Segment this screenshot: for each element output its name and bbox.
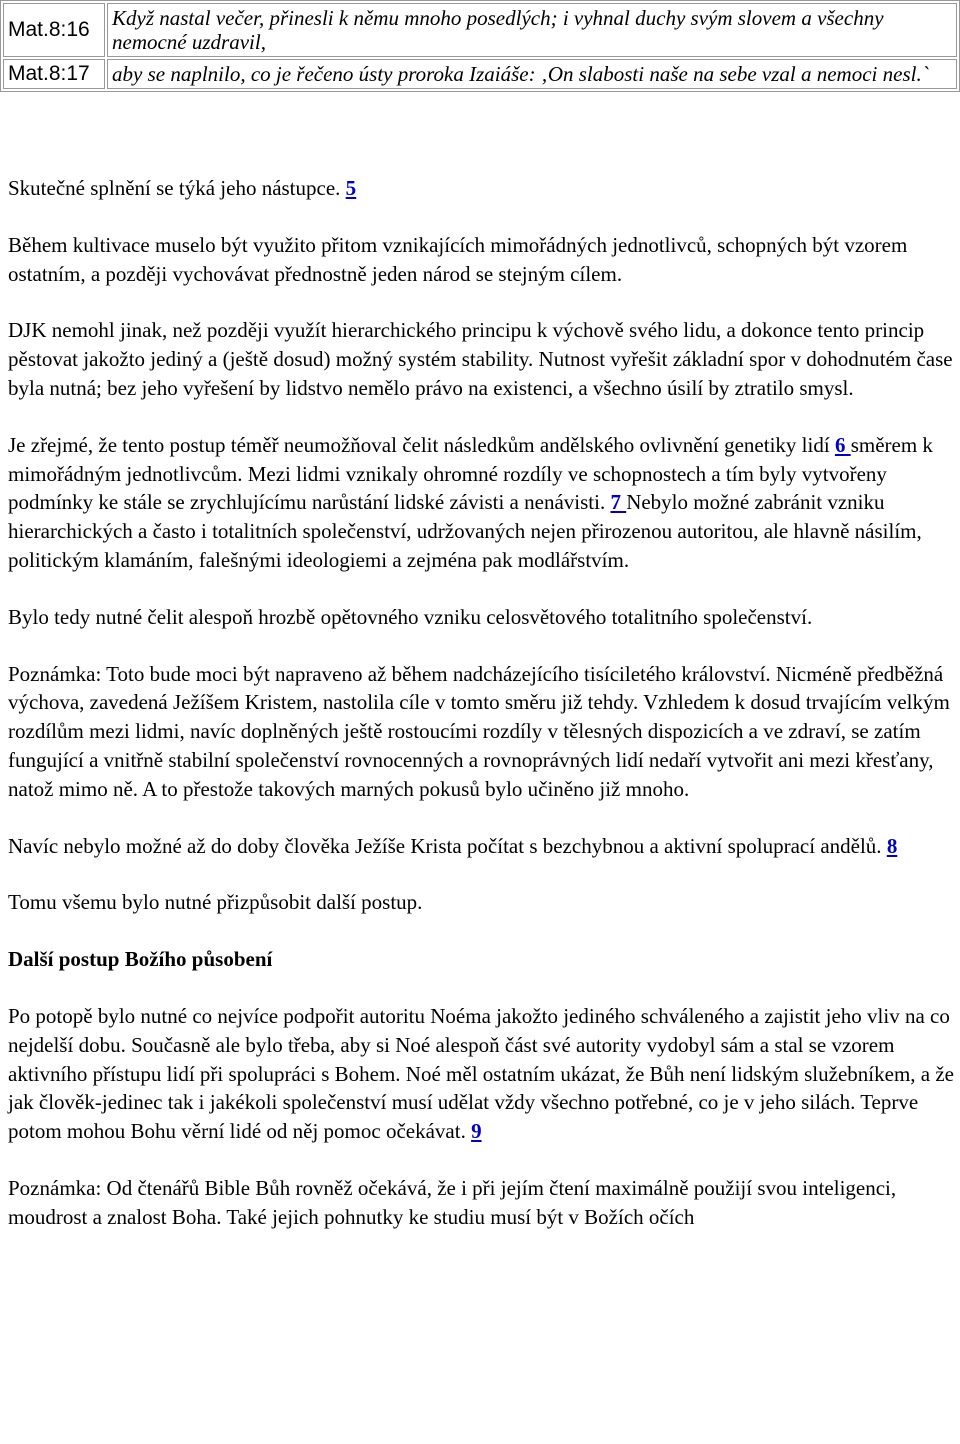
verse-table — [0, 0, 960, 92]
footnote-link-7[interactable]: 7 — [610, 490, 627, 515]
paragraph: Bylo tedy nutné čelit alespoň hrozbě opětovného vzniku celosvětového totalitního společenství. — [8, 604, 813, 629]
paragraph-text: Je zřejmé, že tento postup téměř neumožňoval čelit následkům andělského ovlivnění genetiky lidí — [8, 432, 835, 457]
paragraph: Během kultivace muselo být využito přitom vznikajících mimořádných jednotlivců, schopných být vzorem ostatním, a později vychovávat přednostně jeden národ se stejným cílem. — [8, 232, 908, 286]
paragraph — [8, 431, 956, 575]
paragraph-text: Skutečné splnění se týká jeho nástupce. — [8, 176, 346, 200]
verse-row — [3, 3, 957, 57]
verse-ref: Mat.8:17 — [3, 59, 105, 89]
note-paragraph: Poznámka: Od čtenářů Bible Bůh rovněž očekává, že i při jejím čtení maximálně použijí svou inteligenci, moudrost a znalost Boha. Také jejich pohnutky ke studiu musí být v Božích očích — [8, 1175, 897, 1229]
verse-text: Když nastal večer, přinesli k němu mnoho posedlých; i vyhnal duchy svým slovem a všechny nemocné uzdravil, — [107, 3, 957, 57]
paragraph-text: Navíc nebylo možné až do doby člověka Ježíše Krista počítat s bezchybnou a aktivní spoluprací andělů. — [8, 833, 887, 858]
note-paragraph: Poznámka: Toto bude moci být napraveno až během nadcházejícího tisíciletého království. Nicméně předběžná výchova, zavedená Ježíšem Kristem, nastolila cíle v tomto směru již tehdy. Vzhledem k dosud trvajícím velkým rozdílům mezi lidmi, navíc doplněných ještě rostoucími rozdíly v tělesných dispozicích a ve zdraví, se zatím fungující a vnitřně stabilní společenství rovnocenných a rovnoprávných lidí nedaří vytvořit ani mezi křesťany, natož mimo ně. A to přestože takových marných pokusů bylo učiněno již mnoho. — [8, 661, 950, 801]
paragraph — [8, 832, 956, 861]
verse-ref: Mat.8:16 — [3, 3, 105, 57]
paragraph — [8, 1002, 956, 1146]
footnote-link-9[interactable]: 9 — [471, 1119, 482, 1144]
paragraph: Tomu všemu bylo nutné přizpůsobit další postup. — [8, 890, 423, 915]
footnote-link-5[interactable]: 5 — [345, 176, 357, 200]
article-body — [8, 174, 956, 1260]
paragraph — [8, 174, 956, 203]
section-heading: Další postup Božího působení — [8, 947, 273, 972]
verse-row — [3, 59, 957, 89]
paragraph: DJK nemohl jinak, než později využít hierarchického principu k výchově svého lidu, a dokonce tento princip pěstovat jakožto jediný a (ještě dosud) možný systém stability. Nutnost vyřešit základní spor v dohodnutém čase byla nutná; bez jeho vyřešení by lidstvo nemělo právo na existenci, a všechno úsilí by ztratilo smysl. — [8, 318, 953, 400]
footnote-link-8[interactable]: 8 — [886, 833, 898, 858]
paragraph-text: Po potopě bylo nutné co nejvíce podpořit autoritu Noéma jakožto jediného schváleného a zajistit jeho vliv na co nejdelší dobu. Současně ale bylo třeba, aby si Noé alespoň část své autority vydobyl sám a stal se vzorem aktivního přístupu lidí při spolupráci s Bohem. Noé měl ostatním ukázat, že Bůh není lidským služebníkem, a že jak člověk-jedinec tak i jakékoli společenství musí udělat vždy všechno potřebné, co je v jeho silách. Teprve potom mohou Bohu věrní lidé od něj pomoc očekávat. — [8, 1003, 954, 1144]
verse-text: aby se naplnilo, co je řečeno ústy proroka Izaiáše: ‚On slabosti naše na sebe vzal a nemoci nesl.` — [107, 59, 957, 89]
footnote-link-6[interactable]: 6 — [834, 432, 851, 457]
paragraph-text: Nebylo možné zabránit vzniku hierarchických a často i totalitních společenství, udržovaných nejen přirozenou autoritou, ale hlavně násilím, politickým klamáním, falešnými ideologiemi a zejména pak modlářstvím. — [8, 490, 922, 572]
paragraph-text: směrem k mimořádným jednotlivcům. Mezi lidmi vznikaly ohromné rozdíly ve schopnostech a tím byly vytvořeny podmínky ke stále se zrychlujícímu narůstání lidské závisti a nenávisti. — [8, 432, 933, 515]
